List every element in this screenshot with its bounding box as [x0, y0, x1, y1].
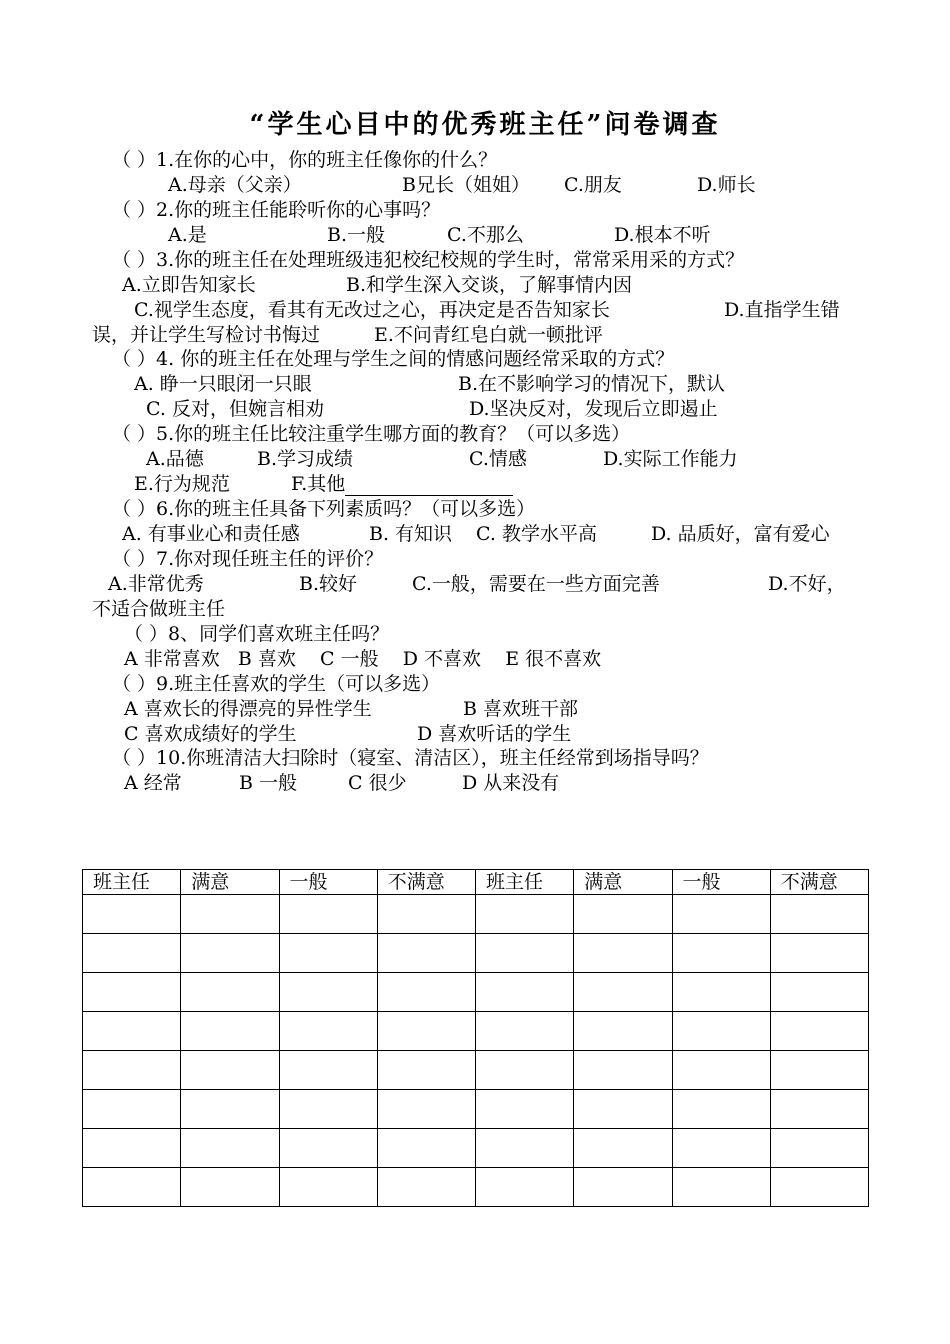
q7-option-b: B.较好: [299, 573, 358, 595]
table-cell[interactable]: [279, 1090, 377, 1129]
table-cell[interactable]: [770, 934, 868, 973]
q10-option-b: B 一般: [239, 772, 298, 794]
question-2: （ ）2.你的班主任能聆听你的心事吗？: [112, 199, 441, 221]
table-cell[interactable]: [672, 973, 770, 1012]
table-row: [83, 1090, 869, 1129]
table-cell[interactable]: [574, 1090, 672, 1129]
header-satisfied: 满意: [181, 870, 279, 895]
table-cell[interactable]: [672, 1129, 770, 1168]
q7-option-a: A.非常优秀: [108, 573, 204, 595]
q7-option-d: D.不好，: [768, 573, 846, 595]
header-average: 一般: [279, 870, 377, 895]
question-6: （ ）6.你的班主任具备下列素质吗？（可以多选）: [112, 498, 536, 520]
table-cell[interactable]: [377, 895, 475, 934]
q7-option-c: C.一般，需要在一些方面完善: [412, 573, 660, 595]
q9-option-c: C 喜欢成绩好的学生: [124, 723, 297, 745]
header-satisfied: 满意: [574, 870, 672, 895]
table-cell[interactable]: [181, 1129, 279, 1168]
table-cell[interactable]: [377, 1168, 475, 1207]
table-cell[interactable]: [770, 1168, 868, 1207]
q7-option-d-continued: 不适合做班主任: [92, 598, 226, 620]
table-cell[interactable]: [181, 973, 279, 1012]
q4-option-a: A. 睁一只眼闭一只眼: [134, 373, 312, 395]
table-cell[interactable]: [476, 895, 574, 934]
question-1: （ ）1.在你的心中，你的班主任像你的什么？: [112, 149, 498, 171]
table-cell[interactable]: [377, 1051, 475, 1090]
table-cell[interactable]: [377, 973, 475, 1012]
table-cell[interactable]: [574, 934, 672, 973]
q5-option-c: C.情感: [469, 448, 527, 470]
q3-option-b: B.和学生深入交谈，了解事情内因: [346, 274, 633, 296]
header-average: 一般: [672, 870, 770, 895]
question-10: （ ）10.你班清洁大扫除时（寝室、清洁区），班主任经常到场指导吗？: [112, 747, 709, 769]
table-cell[interactable]: [83, 973, 181, 1012]
table-cell[interactable]: [770, 895, 868, 934]
table-cell[interactable]: [181, 895, 279, 934]
table-body: [83, 895, 869, 1207]
q1-option-c: C.朋友: [564, 174, 622, 196]
table-cell[interactable]: [476, 1129, 574, 1168]
table-cell[interactable]: [279, 973, 377, 1012]
q6-option-c: C. 教学水平高: [476, 523, 597, 545]
q6-option-b: B. 有知识: [369, 523, 453, 545]
table-row: [83, 895, 869, 934]
table-cell[interactable]: [672, 895, 770, 934]
table-cell[interactable]: [181, 1051, 279, 1090]
question-7: （ ）7.你对现任班主任的评价？: [112, 548, 384, 570]
q2-option-c: C.不那么: [447, 224, 524, 246]
q5-option-a: A.品德: [146, 448, 204, 470]
table-row: [83, 1129, 869, 1168]
q9-option-b: B 喜欢班干部: [463, 698, 579, 720]
question-8-options: A 非常喜欢 B 喜欢 C 一般 D 不喜欢 E 很不喜欢: [124, 648, 602, 670]
table-cell[interactable]: [672, 1051, 770, 1090]
q5-option-b: B.学习成绩: [257, 448, 354, 470]
table-cell[interactable]: [377, 934, 475, 973]
q5-option-f: [291, 472, 513, 496]
table-cell[interactable]: [377, 1129, 475, 1168]
table-cell[interactable]: [476, 934, 574, 973]
table-cell[interactable]: [83, 1012, 181, 1051]
header-teacher: 班主任: [476, 870, 574, 895]
table-cell[interactable]: [279, 934, 377, 973]
table-row: [83, 1051, 869, 1090]
q9-option-d: D 喜欢听话的学生: [417, 723, 572, 745]
table-cell[interactable]: [770, 1051, 868, 1090]
table-cell[interactable]: [279, 895, 377, 934]
table-cell[interactable]: [377, 1090, 475, 1129]
table-cell[interactable]: [83, 1168, 181, 1207]
q10-option-d: D 从来没有: [462, 772, 560, 794]
table-row: [83, 973, 869, 1012]
header-teacher: 班主任: [83, 870, 181, 895]
table-cell[interactable]: [770, 973, 868, 1012]
table-cell[interactable]: [476, 973, 574, 1012]
q3-option-c: C.视学生态度，看其有无改过之心，再决定是否告知家长: [134, 299, 610, 321]
header-unsatisfied: 不满意: [377, 870, 475, 895]
q4-option-b: B.在不影响学习的情况下，默认: [458, 373, 726, 395]
q4-option-c: C. 反对，但婉言相劝: [146, 398, 324, 420]
table-cell[interactable]: [181, 1012, 279, 1051]
page-title: “学生心目中的优秀班主任”问卷调查: [249, 110, 721, 140]
header-unsatisfied: 不满意: [770, 870, 868, 895]
table-cell[interactable]: [83, 1090, 181, 1129]
q9-option-a: A 喜欢长的得漂亮的异性学生: [124, 698, 372, 720]
table-cell[interactable]: [574, 1168, 672, 1207]
table-cell[interactable]: [279, 1168, 377, 1207]
q5-other-blank[interactable]: [345, 477, 513, 496]
table-cell[interactable]: [181, 1168, 279, 1207]
table-cell[interactable]: [181, 1090, 279, 1129]
question-8: （ ）8、同学们喜欢班主任吗？: [124, 623, 390, 645]
table-cell[interactable]: [574, 895, 672, 934]
q6-option-a: A. 有事业心和责任感: [122, 523, 300, 545]
table-cell[interactable]: [181, 934, 279, 973]
table-cell[interactable]: [279, 1051, 377, 1090]
q1-option-d: D.师长: [697, 174, 756, 196]
table-cell[interactable]: [672, 934, 770, 973]
table-cell[interactable]: [476, 1168, 574, 1207]
q1-option-a: A.母亲（父亲）: [168, 174, 302, 196]
table-cell[interactable]: [83, 895, 181, 934]
question-5: （ ）5.你的班主任比较注重学生哪方面的教育？（可以多选）: [112, 423, 631, 445]
table-cell[interactable]: [377, 1012, 475, 1051]
q5-option-f-label: F.其他: [291, 473, 346, 495]
table-row: [83, 934, 869, 973]
q3-option-d-continued: 误，并让学生写检讨书悔过: [92, 324, 321, 346]
table-row: [83, 1168, 869, 1207]
question-4: （ ）4. 你的班主任在处理与学生之间的情感问题经常采取的方式？: [112, 348, 675, 370]
table-cell[interactable]: [279, 1129, 377, 1168]
q3-option-a: A.立即告知家长: [122, 274, 256, 296]
q3-option-d: D.直指学生错: [724, 299, 840, 321]
table-cell[interactable]: [672, 1090, 770, 1129]
table-cell[interactable]: [83, 934, 181, 973]
table-cell[interactable]: [476, 1012, 574, 1051]
question-3: （ ）3.你的班主任在处理班级违犯校纪校规的学生时，常常采用采的方式？: [112, 249, 745, 271]
q5-option-d: D.实际工作能力: [603, 448, 738, 470]
table-cell[interactable]: [83, 1051, 181, 1090]
evaluation-table: [82, 869, 869, 1207]
q10-option-a: A 经常: [124, 772, 182, 794]
table-cell[interactable]: [476, 1090, 574, 1129]
q1-option-b: B兄长（姐姐）: [402, 174, 530, 196]
q5-option-e: E.行为规范: [134, 473, 230, 495]
question-9: （ ）9.班主任喜欢的学生（可以多选）: [112, 673, 441, 695]
q2-option-d: D.根本不听: [614, 224, 711, 246]
table-cell[interactable]: [279, 1012, 377, 1051]
table-row: [83, 1012, 869, 1051]
table-cell[interactable]: [770, 1129, 868, 1168]
q6-option-d: D. 品质好，富有爱心: [651, 523, 830, 545]
table-cell[interactable]: [672, 1168, 770, 1207]
table-cell[interactable]: [574, 1012, 672, 1051]
table-cell[interactable]: [770, 1090, 868, 1129]
q4-option-d: D.坚决反对，发现后立即遏止: [469, 398, 718, 420]
table-cell[interactable]: [574, 973, 672, 1012]
q2-option-a: A.是: [168, 224, 207, 246]
table-cell[interactable]: [83, 1129, 181, 1168]
table-cell[interactable]: [672, 1012, 770, 1051]
q10-option-c: C 很少: [348, 772, 407, 794]
q3-option-e: E.不问青红皂白就一顿批评: [374, 324, 603, 346]
q2-option-b: B.一般: [327, 224, 386, 246]
table-cell[interactable]: [574, 1129, 672, 1168]
table-header-row: [83, 870, 869, 895]
table-cell[interactable]: [476, 1051, 574, 1090]
table-cell[interactable]: [574, 1051, 672, 1090]
table-cell[interactable]: [770, 1012, 868, 1051]
